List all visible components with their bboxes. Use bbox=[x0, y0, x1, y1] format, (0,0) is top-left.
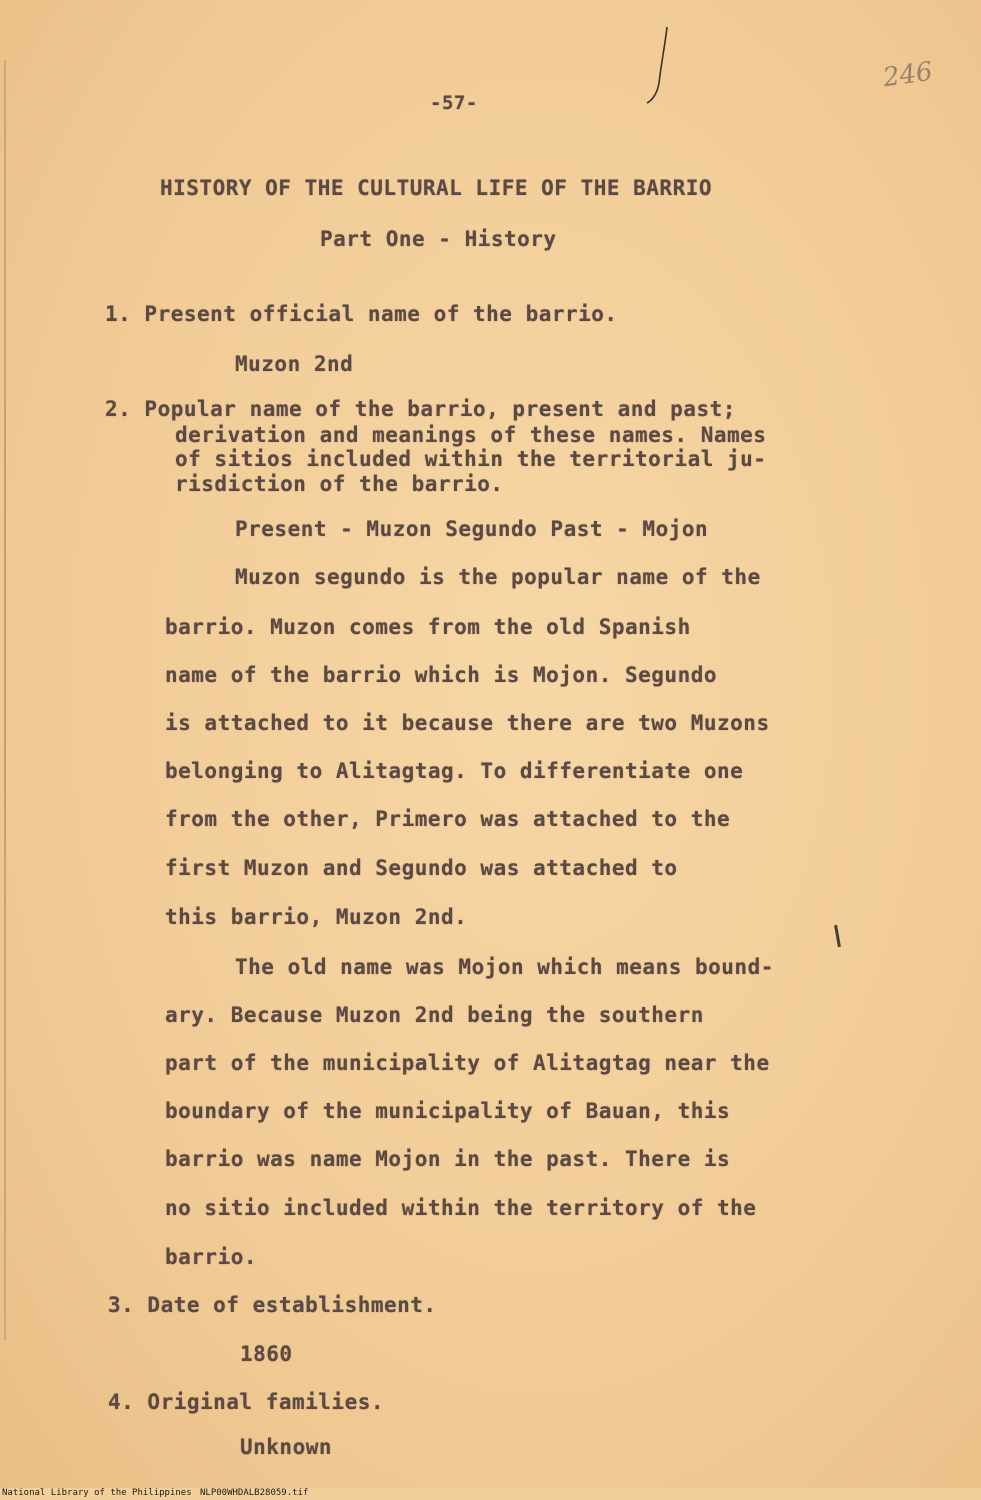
answer-1: Muzon 2nd bbox=[235, 352, 354, 376]
footer-library: National Library of the Philippines bbox=[2, 1488, 192, 1498]
answer-2-line: this barrio, Muzon 2nd. bbox=[165, 905, 468, 929]
answer-2-line: ary. Because Muzon 2nd being the southern bbox=[165, 1003, 704, 1027]
footer-filename: NLP00WHDALB28059.tif bbox=[200, 1488, 309, 1498]
scan-footer bbox=[0, 1488, 981, 1500]
left-margin-mark bbox=[4, 60, 6, 1340]
answer-2-line: belonging to Alitagtag. To differentiate one bbox=[165, 759, 744, 783]
answer-2-line: barrio. bbox=[165, 1245, 258, 1269]
question-2-line: of sitios included within the territorial ju- bbox=[175, 447, 767, 471]
question-1: 1. Present official name of the barrio. bbox=[105, 302, 618, 326]
document-subtitle: Part One - History bbox=[320, 227, 557, 251]
question-2-line: 2. Popular name of the barrio, present and past; bbox=[105, 397, 736, 421]
answer-2-line: no sitio included within the territory of the bbox=[165, 1196, 757, 1220]
question-2-line: derivation and meanings of these names. Names bbox=[175, 423, 767, 447]
answer-2-line: barrio. Muzon comes from the old Spanish bbox=[165, 615, 691, 639]
answer-2-line: is attached to it because there are two Muzons bbox=[165, 711, 770, 735]
question-2-line: risdiction of the barrio. bbox=[175, 472, 504, 496]
answer-2-line: The old name was Mojon which means bound- bbox=[235, 955, 774, 979]
question-4: 4. Original families. bbox=[108, 1390, 385, 1414]
answer-2-line: Muzon segundo is the popular name of the bbox=[235, 565, 761, 589]
pen-stroke-mark bbox=[645, 25, 673, 105]
answer-2-line: from the other, Primero was attached to the bbox=[165, 807, 731, 831]
answer-3: 1860 bbox=[240, 1342, 293, 1366]
question-3: 3. Date of establishment. bbox=[108, 1293, 437, 1317]
answer-2-line: Present - Muzon Segundo Past - Mojon bbox=[235, 517, 709, 541]
document-title: HISTORY OF THE CULTURAL LIFE OF THE BARRIO bbox=[160, 176, 713, 200]
page-number: -57- bbox=[430, 92, 478, 114]
answer-4: Unknown bbox=[240, 1435, 333, 1459]
answer-2-line: boundary of the municipality of Bauan, this bbox=[165, 1099, 731, 1123]
answer-2-line: name of the barrio which is Mojon. Segundo bbox=[165, 663, 718, 687]
answer-2-line: barrio was name Mojon in the past. There is bbox=[165, 1147, 731, 1171]
answer-2-line: part of the municipality of Alitagtag near the bbox=[165, 1051, 770, 1075]
handwritten-page-number: 246 bbox=[881, 56, 935, 94]
answer-2-line: first Muzon and Segundo was attached to bbox=[165, 856, 678, 880]
